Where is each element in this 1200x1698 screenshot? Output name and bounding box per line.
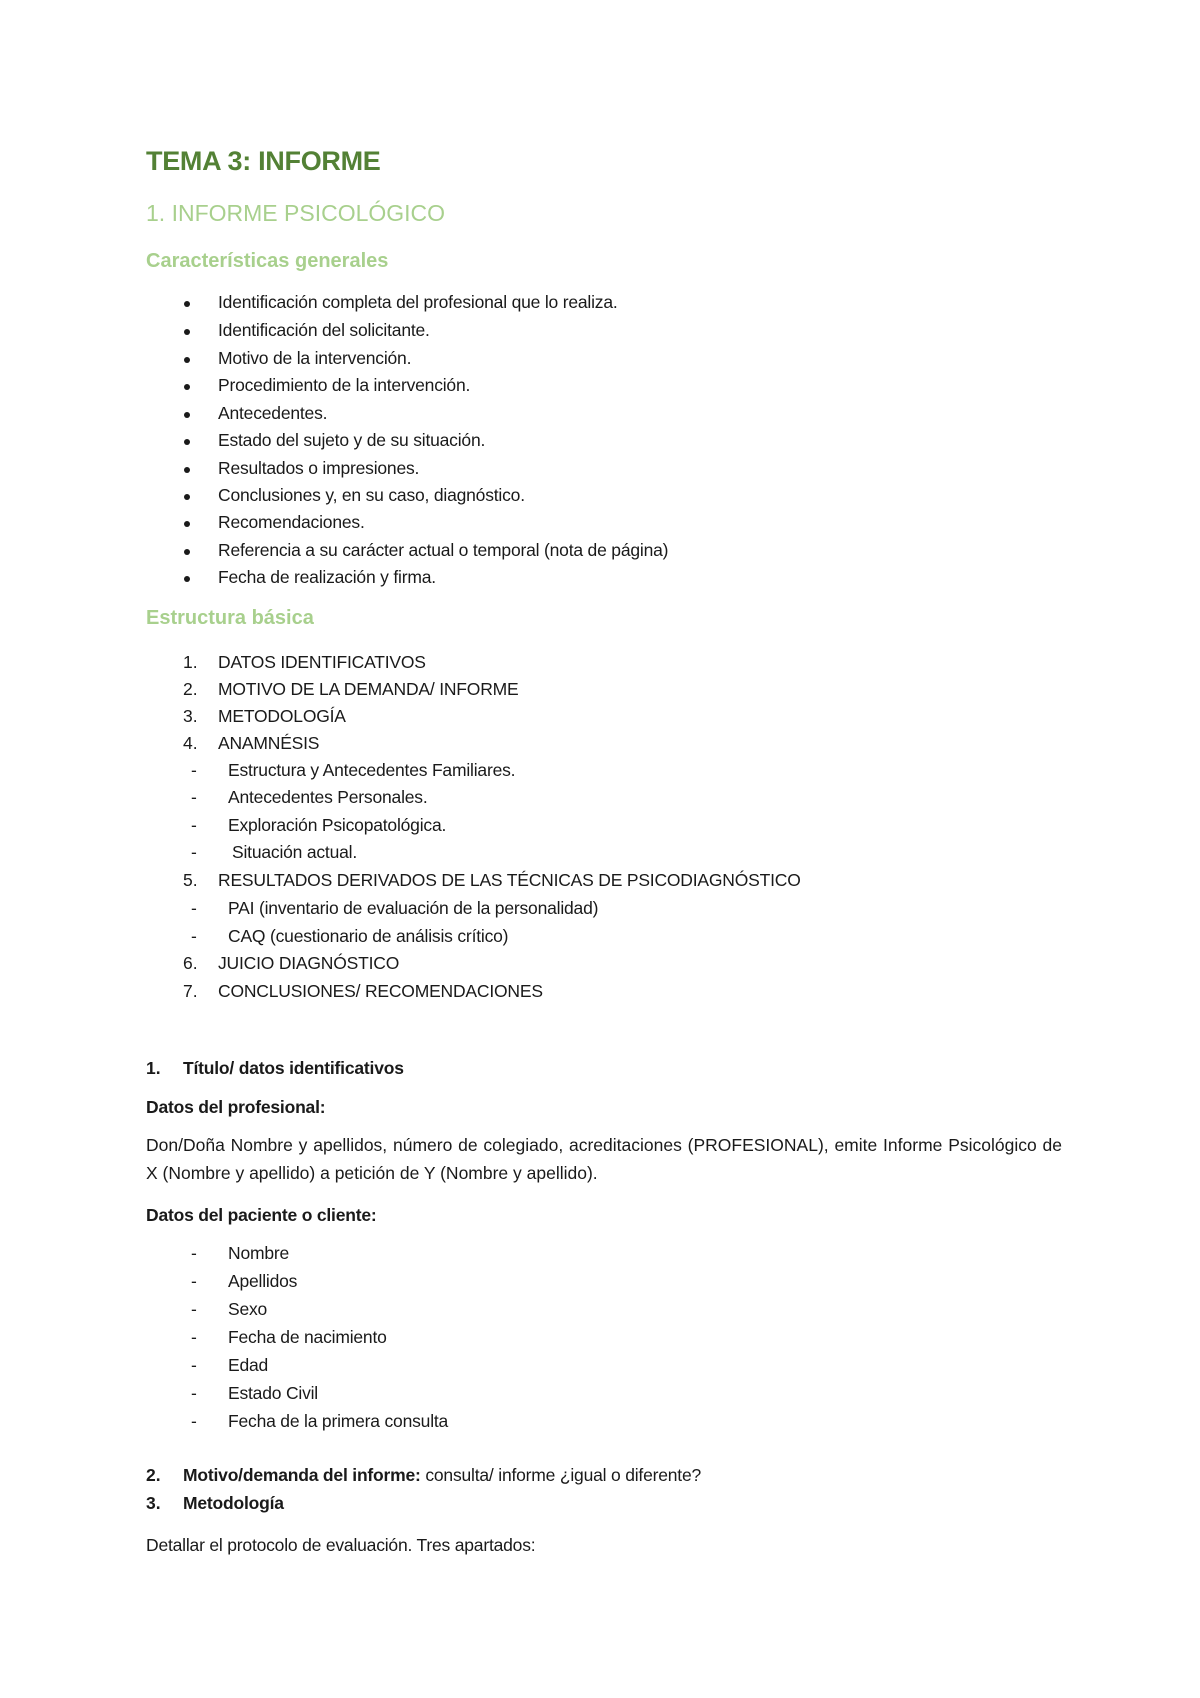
list-item: Fecha de realización y firma. [218, 567, 436, 587]
dash-marker: - [191, 760, 197, 780]
list-number: 7. [183, 981, 198, 1001]
dash-marker: - [191, 1299, 197, 1319]
list-number: 5. [183, 870, 198, 890]
list-number: 3. [183, 706, 198, 726]
dash-marker: - [191, 1411, 197, 1431]
page-title: TEMA 3: INFORME [146, 146, 381, 176]
bullet-icon [184, 301, 190, 307]
label-datos-profesional: Datos del profesional: [146, 1097, 326, 1117]
list-item: Estado del sujeto y de su situación. [218, 430, 486, 450]
section-number: 2. [146, 1465, 161, 1485]
paragraph-profesional: Don/Doña Nombre y apellidos, número de colegiado, acreditaciones (PROFESIONAL), emite Informe Psicológico de X (Nombre y apellido) a petición de Y (Nombre y apellido). [146, 1135, 1062, 1183]
list-item: Sexo [228, 1299, 268, 1319]
dash-marker: - [191, 1243, 197, 1263]
sub-list-item: Estructura y Antecedentes Familiares. [228, 760, 516, 780]
list-item: Conclusiones y, en su caso, diagnóstico. [218, 485, 525, 505]
bullet-icon [184, 329, 190, 335]
paragraph-metodologia: Detallar el protocolo de evaluación. Tres apartados: [146, 1535, 536, 1555]
section-title-metodologia: Metodología [183, 1493, 284, 1513]
bullet-icon [184, 467, 190, 473]
sub-list-item: PAI (inventario de evaluación de la personalidad) [228, 898, 599, 918]
section-number: 3. [146, 1493, 161, 1513]
list-item: Resultados o impresiones. [218, 458, 420, 478]
section-motivo [183, 1465, 701, 1486]
list-item: CONCLUSIONES/ RECOMENDACIONES [218, 981, 543, 1001]
list-number: 2. [183, 679, 198, 699]
dash-marker: - [191, 1327, 197, 1347]
bullet-icon [184, 521, 190, 527]
list-item: MOTIVO DE LA DEMANDA/ INFORME [218, 679, 519, 699]
subheading-caracteristicas: Características generales [146, 250, 389, 272]
list-item: ANAMNÉSIS [218, 733, 320, 753]
bullet-icon [184, 384, 190, 390]
list-number: 6. [183, 953, 198, 973]
list-item: Antecedentes. [218, 403, 328, 423]
dash-marker: - [191, 815, 197, 835]
bullet-icon [184, 439, 190, 445]
dash-marker: - [191, 898, 197, 918]
dash-marker: - [191, 1271, 197, 1291]
list-item: Fecha de nacimiento [228, 1327, 387, 1347]
list-item: Identificación del solicitante. [218, 320, 430, 340]
section-title-motivo: Motivo/demanda del informe: [183, 1465, 421, 1485]
sub-list-item: Exploración Psicopatológica. [228, 815, 447, 835]
list-item: Recomendaciones. [218, 512, 365, 532]
dash-marker: - [191, 787, 197, 807]
sub-list-item: Antecedentes Personales. [228, 787, 428, 807]
section-number: 1. [146, 1058, 161, 1078]
bullet-icon [184, 357, 190, 363]
list-item: Motivo de la intervención. [218, 348, 412, 368]
list-item: Fecha de la primera consulta [228, 1411, 449, 1431]
list-item: Apellidos [228, 1271, 298, 1291]
bullet-icon [184, 549, 190, 555]
dash-marker: - [191, 1383, 197, 1403]
dash-marker: - [191, 1355, 197, 1375]
list-number: 4. [183, 733, 198, 753]
list-item: Edad [228, 1355, 269, 1375]
list-item: Estado Civil [228, 1383, 318, 1403]
bullet-icon [184, 412, 190, 418]
list-item: Nombre [228, 1243, 290, 1263]
list-item: JUICIO DIAGNÓSTICO [218, 953, 400, 973]
section-heading-informe: 1. INFORME PSICOLÓGICO [146, 200, 446, 226]
section-motivo-text: consulta/ informe ¿igual o diferente? [420, 1465, 702, 1485]
list-item: DATOS IDENTIFICATIVOS [218, 652, 426, 672]
subheading-estructura: Estructura básica [146, 607, 314, 629]
list-item: METODOLOGÍA [218, 706, 346, 726]
list-number: 1. [183, 652, 198, 672]
dash-marker: - [191, 842, 197, 862]
sub-list-item: CAQ (cuestionario de análisis crítico) [228, 926, 509, 946]
label-datos-paciente: Datos del paciente o cliente: [146, 1205, 377, 1225]
dash-marker: - [191, 926, 197, 946]
list-item: Procedimiento de la intervención. [218, 375, 471, 395]
bullet-icon [184, 576, 190, 582]
section-title-datos: Título/ datos identificativos [183, 1058, 404, 1078]
list-item: RESULTADOS DERIVADOS DE LAS TÉCNICAS DE PSICODIAGNÓSTICO [218, 870, 801, 890]
sub-list-item: Situación actual. [232, 842, 358, 862]
bullet-icon [184, 494, 190, 500]
list-item: Identificación completa del profesional que lo realiza. [218, 292, 618, 312]
list-item: Referencia a su carácter actual o temporal (nota de página) [218, 540, 669, 560]
